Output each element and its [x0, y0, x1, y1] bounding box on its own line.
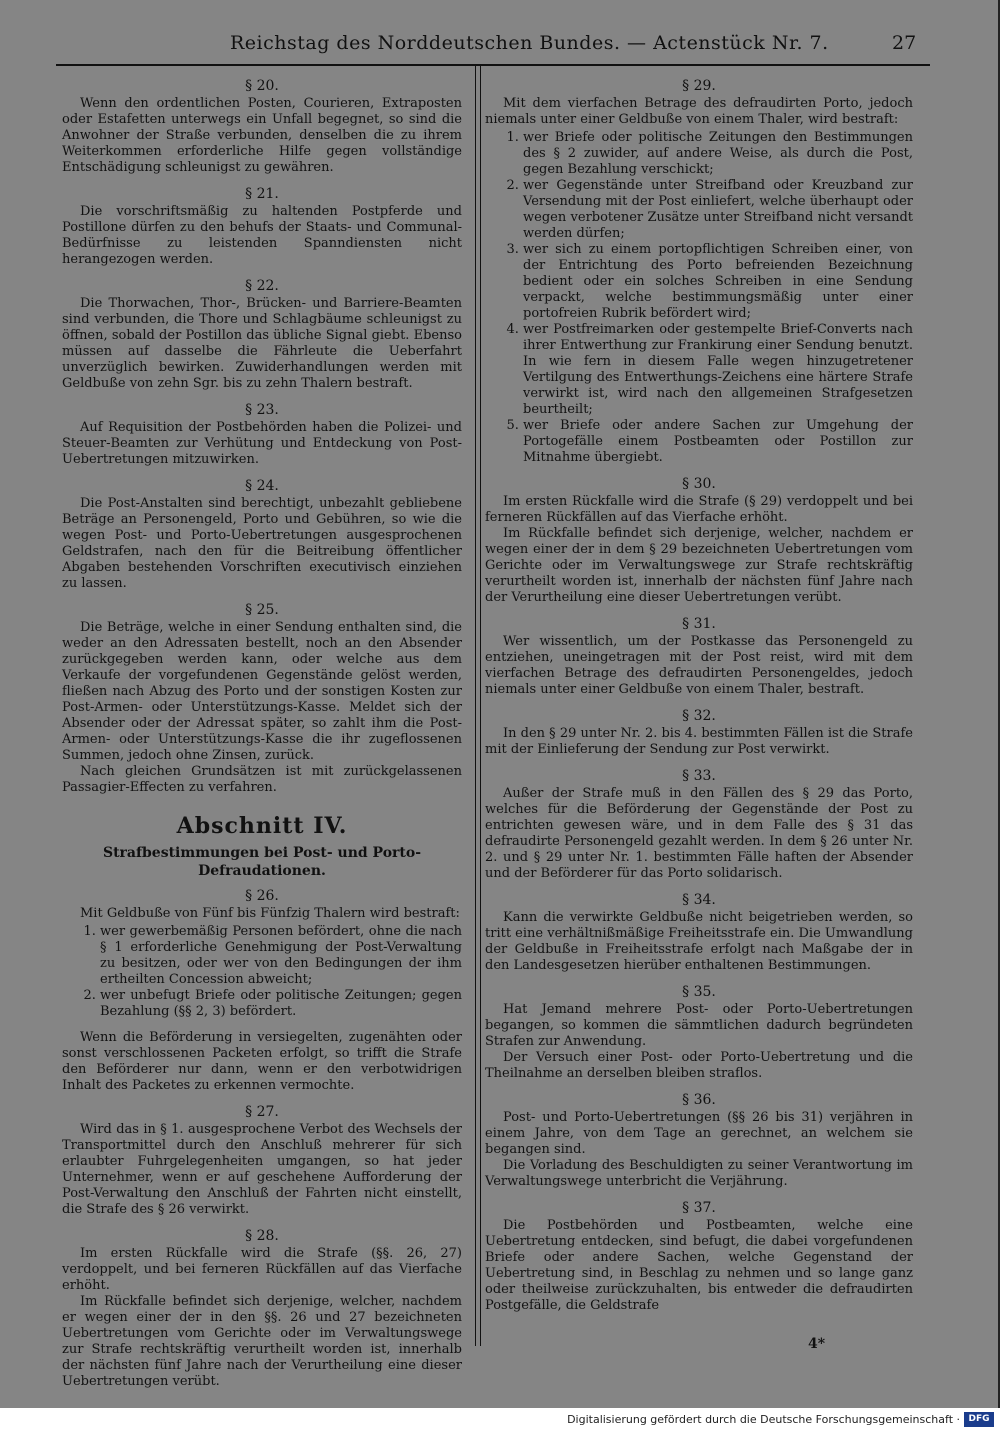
digitization-footer — [0, 1408, 1000, 1432]
section-31-mark: § 31. — [682, 616, 716, 632]
section-29-mark: § 29. — [682, 78, 716, 94]
section-37-mark: § 37. — [682, 1200, 716, 1216]
section-25-paragraph: Nach gleichen Grundsätzen ist mit zurückgelassenen Passagier-Effecten zu verfahren. — [62, 764, 462, 795]
section-36-mark: § 36. — [682, 1092, 716, 1108]
abschnitt-subtitle: Strafbestimmungen bei Post- und Porto-Defraudationen. — [102, 845, 422, 879]
section-24-mark: § 24. — [245, 478, 279, 494]
section-34-text: Kann die verwirkte Geldbuße nicht beigetrieben werden, so tritt eine verhältnißmäßige Freiheitsstrafe ein. Die Umwandlung der Geldbuße in Freiheitsstrafe erfolgt nach Maßgabe der in den Landesgesetzen hierüber enthaltenen Bestimmungen. — [485, 910, 913, 973]
section-27-text: Wird das in § 1. ausgesprochene Verbot des Wechsels der Transportmittel durch den Anschluß mehrerer für sich erlaubter Fuhrgelegenheiten umgangen, so hat jeder Unternehmer, wenn er auf geschehene Aufforderung der Post-Verwaltung den Anschluß der Fahrten nicht einstellt, die Strafe des § 26 verwirkt. — [62, 1122, 462, 1217]
section-34-mark: § 34. — [682, 892, 716, 908]
section-26-list — [62, 924, 462, 1020]
list-item: 3. wer sich zu einem portopflichtigen Schreiben einer, von der Entrichtung des Porto befreienden Bezeichnung bedient oder ein solches Schreiben in eine Sendung verpackt, welche bestimmungsmäßig unter einer portofreien Rubrik befördert wird; — [523, 242, 913, 322]
section-25-mark: § 25. — [245, 602, 279, 618]
section-26-intro: Mit Geldbuße von Fünf bis Fünfzig Thalern wird bestraft: — [80, 906, 460, 921]
section-28-paragraph: Im ersten Rückfalle wird die Strafe (§§. 26, 27) verdoppelt, und bei ferneren Rückfällen auf das Vierfache erhöht. — [62, 1246, 462, 1293]
section-20-mark: § 20. — [245, 78, 279, 94]
section-27-mark: § 27. — [245, 1104, 279, 1120]
section-22-text: Die Thorwachen, Thor-, Brücken- und Barriere-Beamten sind verbunden, die Thore und Schlagbäume schleunigst zu öffnen, sobald der Postillon das übliche Signal giebt. Ebenso müssen auf dasselbe die Fährleute die Ueberfahrt unverzüglich bewirken. Zuwiderhandlungen werden mit Geldbuße von zehn Sgr. bis zu zehn Thalern bestraft. — [62, 296, 462, 391]
column-divider — [475, 66, 476, 1346]
section-26-after: Wenn die Beförderung in versiegelten, zugenähten oder sonst verschlossenen Packeten erfolgt, so trifft die Strafe den Beförderer nur dann, wenn er den verbotwidrigen Inhalt des Packetes zu erkennen vermochte. — [62, 1030, 462, 1093]
section-33-text: Außer der Strafe muß in den Fällen des § 29 das Porto, welches für die Beförderung der Gegenstände der Post zu entrichten gewesen wäre, und in dem Falle des § 31 das defraudirte Personengeld gezahlt werden. In dem § 26 unter Nr. 2. und § 29 unter Nr. 1. bestimmten Fälle haften der Absender und der Beförderer für das Porto solidarisch. — [485, 786, 913, 881]
right-column — [485, 78, 913, 1324]
section-25-body — [62, 620, 462, 796]
section-36-paragraph: Post- und Porto-Uebertretungen (§§ 26 bis 31) verjähren in einem Jahre, von dem Tage an gerechnet, an welchem sie begangen sind. — [485, 1110, 913, 1157]
list-item: 1. wer Briefe oder politische Zeitungen den Bestimmungen des § 2 zuwider, auf andere Weise, als durch die Post, gegen Bezahlung verschickt; — [523, 130, 913, 178]
abschnitt-title: Abschnitt IV. — [176, 813, 348, 839]
signature-mark: 4* — [808, 1336, 826, 1352]
section-37-text: Die Postbehörden und Postbeamten, welche eine Uebertretung entdecken, sind befugt, die dabei vorgefundenen Briefe oder andere Sachen, welche Gegenstand der Uebertretung sind, in Beschlag zu nehmen und so lange ganz oder theilweise zurückzuhalten, bis entweder die defraudirten Postgefälle, die Geldstrafe — [485, 1218, 913, 1313]
section-26-mark: § 26. — [245, 888, 279, 904]
section-35-paragraph: Hat Jemand mehrere Post- oder Porto-Uebertretungen begangen, so kommen die sämmtlichen dadurch begründeten Strafen zur Anwendung. — [485, 1002, 913, 1049]
section-28-mark: § 28. — [245, 1228, 279, 1244]
list-item: 2. wer Gegenstände unter Streifband oder Kreuzband zur Versendung mit der Post einliefert, welche überhaupt oder wegen verbotener Zusätze unter Streifband nicht versandt werden dürfen; — [523, 178, 913, 242]
section-21-text: Die vorschriftsmäßig zu haltenden Postpferde und Postillone dürfen zu den behufs der Staats- und Communal-Bedürfnisse zu leistenden Spanndiensten nicht herangezogen werden. — [62, 204, 462, 267]
section-29-list — [485, 130, 913, 466]
list-item: 4. wer Postfreimarken oder gestempelte Brief-Converts nach ihrer Entwerthung zur Frankirung einer Sendung benutzt. In wie fern in diesem Falle wegen hinzugetretener Vertilgung des Entwerthungs-Zeichens eine härtere Strafe verwirkt ist, wird nach den allgemeinen Strafgesetzen beurtheilt; — [523, 322, 913, 418]
section-28-paragraph: Im Rückfalle befindet sich derjenige, welcher, nachdem er wegen einer der in den §§. 26 und 27 bezeichneten Uebertretungen vom Gerichte oder im Verwaltungswege zur Strafe rechtskräftig verurtheilt worden ist, innerhalb der nächsten fünf Jahre nach der Verurtheilung eine dieser Uebertretungen verübt. — [62, 1294, 462, 1389]
section-29-intro: Mit dem vierfachen Betrage des defraudirten Porto, jedoch niemals unter einer Geldbuße von einem Thaler, wird bestraft: — [485, 96, 913, 127]
section-31-text: Wer wissentlich, um der Postkasse das Personengeld zu entziehen, uneingetragen mit der Post reist, wird mit dem vierfachen Betrage des defraudirten Personengeldes, jedoch niemals unter einer Geldbuße von einem Thaler, bestraft. — [485, 634, 913, 697]
list-item: 5. wer Briefe oder andere Sachen zur Umgehung der Portogefälle einem Postbeamten oder Postillon zur Mitnahme übergiebt. — [523, 418, 913, 466]
section-32-mark: § 32. — [682, 708, 716, 724]
running-head: Reichstag des Norddeutschen Bundes. — Actenstück Nr. 7. — [230, 32, 829, 54]
header-rule — [56, 64, 930, 66]
left-column — [62, 78, 462, 1400]
section-22-mark: § 22. — [245, 278, 279, 294]
section-32-text: In den § 29 unter Nr. 2. bis 4. bestimmten Fällen ist die Strafe mit der Einlieferung der Sendung zur Post verwirkt. — [485, 726, 913, 757]
dfg-logo: DFG — [964, 1412, 994, 1427]
section-23-mark: § 23. — [245, 402, 279, 418]
section-36-body — [485, 1110, 913, 1190]
footer-credit: Digitalisierung gefördert durch die Deutsche Forschungsgemeinschaft · — [567, 1413, 960, 1426]
page-number: 27 — [892, 32, 917, 54]
list-item: 2. wer unbefugt Briefe oder politische Zeitungen; gegen Bezahlung (§§ 2, 3) befördert. — [100, 988, 462, 1020]
list-item: 1. wer gewerbemäßig Personen befördert, ohne die nach § 1 erforderliche Genehmigung der Post-Verwaltung zu besitzen, oder wer von den Bedingungen der ihm ertheilten Concession abweicht; — [100, 924, 462, 988]
section-30-body — [485, 494, 913, 606]
section-30-paragraph: Im ersten Rückfalle wird die Strafe (§ 29) verdoppelt und bei ferneren Rückfällen auf das Vierfache erhöht. — [485, 494, 913, 525]
column-divider — [480, 66, 481, 1346]
section-30-paragraph: Im Rückfalle befindet sich derjenige, welcher, nachdem er wegen einer der in dem § 29 bezeichneten Uebertretungen vom Gerichte oder im Verwaltungswege zur Strafe rechtskräftig verurtheilt worden ist, innerhalb der nächsten fünf Jahre nach der Verurtheilung eine dieser Uebertretungen verübt. — [485, 526, 913, 605]
section-24-text: Die Post-Anstalten sind berechtigt, unbezahlt gebliebene Beträge an Personengeld, Porto und Gebühren, so wie die wegen Post- und Porto-Uebertretungen ausgesprochenen Geldstrafen, nach den für die Beitreibung öffentlicher Abgaben bestehenden Vorschriften executivisch einziehen zu lassen. — [62, 496, 462, 591]
section-35-paragraph: Der Versuch einer Post- oder Porto-Uebertretung und die Theilnahme an derselben bleiben straflos. — [485, 1050, 913, 1081]
section-28-body — [62, 1246, 462, 1390]
section-20-text: Wenn den ordentlichen Posten, Courieren, Extraposten oder Estafetten unterwegs ein Unfall begegnet, so sind die Anwohner der Straße verbunden, denselben die zu ihrem Weiterkommen erforderliche Hilfe gegen vollständige Entschädigung schleunigst zu gewähren. — [62, 96, 462, 175]
section-36-paragraph: Die Vorladung des Beschuldigten zu seiner Verantwortung im Verwaltungswege unterbricht die Verjährung. — [485, 1158, 913, 1189]
section-35-body — [485, 1002, 913, 1082]
section-33-mark: § 33. — [682, 768, 716, 784]
section-23-text: Auf Requisition der Postbehörden haben die Polizei- und Steuer-Beamten zur Verhütung und Entdeckung von Post-Uebertretungen mitzuwirken. — [62, 420, 462, 467]
section-35-mark: § 35. — [682, 984, 716, 1000]
section-30-mark: § 30. — [682, 476, 716, 492]
section-21-mark: § 21. — [245, 186, 279, 202]
section-25-paragraph: Die Beträge, welche in einer Sendung enthalten sind, die weder an den Adressaten bestellt, noch an den Absender zurückgegeben werden kann, oder welche aus dem Verkaufe der vorgefundenen Gegenstände gelöst werden, fließen nach Abzug des Porto und der sonstigen Kosten zur Post-Armen- oder Unterstützungs-Kasse. Meldet sich der Absender oder der Adressat später, so zahlt ihm die Post-Armen- oder Unterstützungs-Kasse die ihr zugeflossenen Summen, jedoch ohne Zinsen, zurück. — [62, 620, 462, 763]
